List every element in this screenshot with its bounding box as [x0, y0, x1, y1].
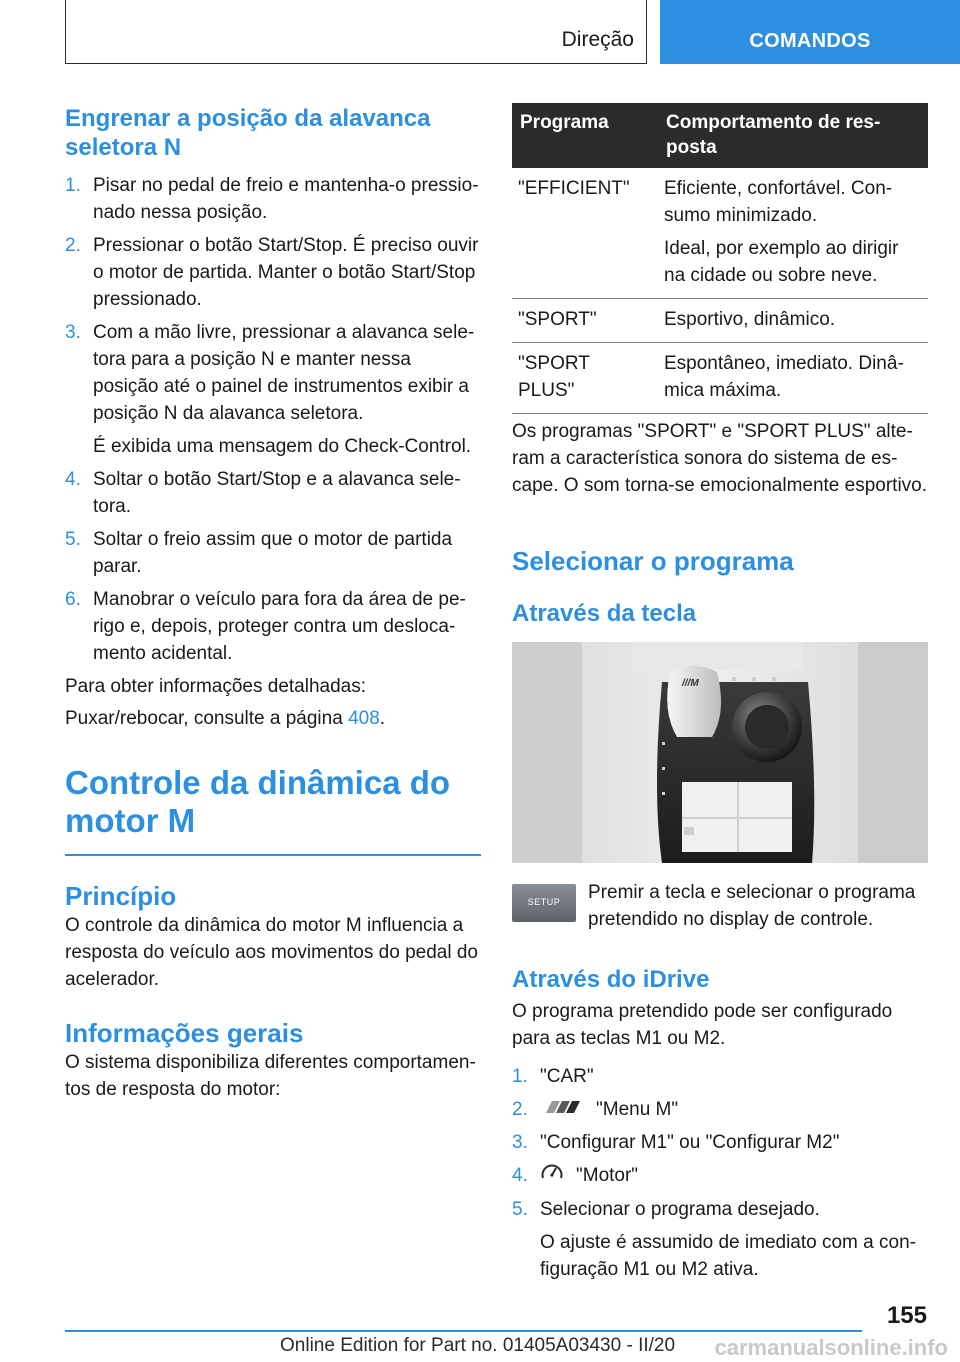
step-number: 1.: [512, 1066, 528, 1087]
towing-text: Puxar/rebocar, consulte a página: [65, 708, 349, 729]
section-title: Direção: [561, 28, 634, 51]
idrive-text: O programa pretendido pode ser configurado para as teclas M1 ou M2.: [512, 1001, 893, 1049]
table-row: [512, 168, 928, 299]
page-number: 155: [886, 1302, 927, 1329]
setup-text: Premir a tecla e selecionar o programa pretendido no display de controle.: [588, 882, 916, 930]
center-console-photo: [512, 642, 928, 863]
engage-n-heading: Engrenar a posição da alavanca seletora N: [65, 105, 431, 161]
left-column: [65, 104, 481, 1103]
program-cell: "SPORT": [512, 299, 658, 343]
behavior-text: Ideal, por exemplo ao dirigir na cidade ou sobre neve.: [664, 238, 899, 286]
select-program-heading: Selecionar o programa: [512, 546, 794, 576]
footer-rule: [65, 1330, 862, 1332]
towing-reference: [65, 705, 481, 732]
step-text: Selecionar o programa desejado.: [540, 1199, 820, 1221]
heading-rule: [65, 854, 481, 856]
sound-text: Os programas "SPORT" e "SPORT PLUS" alteram a característica sonora do sistema de escape. O som torna-se emocionalmente esportivo.: [512, 421, 928, 496]
towing-end: .: [379, 708, 386, 729]
edition-text: Online Edition for Part no. 01405A03430 - II/20: [280, 1335, 676, 1356]
program-cell: "SPORT PLUS": [512, 343, 658, 414]
list-item: [65, 172, 481, 226]
list-item: [65, 232, 481, 313]
general-text: O sistema disponibiliza diferentes comportamentos de resposta do motor:: [65, 1051, 476, 1100]
step-text: "CAR": [540, 1066, 594, 1087]
step-note: O ajuste é assumido de imediato com a configuração M1 ou M2 ativa.: [540, 1232, 916, 1281]
behavior-text: Esportivo, dinâmico.: [664, 309, 836, 330]
setup-key-label: SETUP: [527, 897, 561, 907]
via-key-heading: Através da tecla: [512, 600, 697, 627]
via-idrive-heading: Através do iDrive: [512, 966, 710, 993]
idrive-steps: [512, 1063, 928, 1289]
step-number: 3.: [512, 1132, 528, 1154]
list-item: [512, 1196, 928, 1283]
behavior-cell: [658, 168, 928, 299]
behavior-cell: [658, 299, 928, 343]
step-number: 6.: [65, 589, 81, 610]
principle-text: O controle da dinâmica do motor M influencia a resposta do veículo aos movimentos do pedal do acelerador.: [65, 914, 478, 990]
list-item: [65, 586, 481, 667]
column-header: Programa: [512, 103, 658, 168]
column-header: Comportamento de resposta: [658, 103, 928, 168]
step-text: Pisar no pedal de freio e mantenha-o pressionado nessa posição.: [93, 175, 479, 223]
step-text: Pressionar o botão Start/Stop. É preciso ouvir o motor de partida. Manter o botão Start/Stop pressionado.: [93, 235, 479, 310]
table-row: [512, 343, 928, 414]
chapter-tab[interactable]: [660, 0, 960, 64]
step-number: 5.: [512, 1199, 528, 1221]
step-number: 5.: [65, 529, 81, 550]
svg-text:///M: ///M: [682, 678, 699, 689]
list-item: [65, 526, 481, 580]
page-link[interactable]: 408: [348, 708, 380, 729]
program-cell: "EFFICIENT": [512, 168, 658, 299]
chapter-label: COMANDOS: [749, 30, 871, 52]
step-number: 3.: [65, 322, 81, 343]
step-number: 2.: [65, 235, 81, 256]
step-note: É exibida uma mensagem do Check-Control.: [93, 436, 472, 457]
behavior-cell: [658, 343, 928, 414]
list-item: [512, 1129, 928, 1156]
behavior-text: Eficiente, confortável. Consumo minimizado.: [664, 178, 893, 226]
behavior-text: Espontâneo, imediato. Dinâmica máxima.: [664, 353, 904, 401]
m-stripes-icon: [540, 1096, 584, 1123]
step-text: "Configurar M1" ou "Configurar M2": [540, 1132, 840, 1154]
step-number: 2.: [512, 1099, 528, 1120]
setup-key-icon: [512, 884, 576, 922]
watermark: carmanualsonline.info: [714, 1335, 948, 1360]
step-text: Soltar o freio assim que o motor de partida parar.: [93, 529, 453, 577]
program-table: [512, 103, 928, 414]
principle-heading: Princípio: [65, 880, 177, 911]
list-item: [65, 319, 481, 460]
engage-n-steps: [65, 172, 481, 667]
step-text: Manobrar o veículo para fora da área de perigo e, depois, proteger contra um deslocamento acidental.: [93, 589, 466, 664]
step-text: Soltar o botão Start/Stop e a alavanca seletora.: [93, 469, 461, 517]
step-text: Com a mão livre, pressionar a alavanca seletora para a posição N e manter nessa posição até o painel de instrumentos exibir a posição N da alavanca seletora.: [93, 322, 475, 424]
step-text: "Menu M": [596, 1099, 679, 1120]
main-heading: Controle da dinâmica do motor M: [65, 764, 451, 839]
details-label: Para obter informações detalhadas:: [65, 676, 367, 697]
table-header-row: [512, 103, 928, 168]
list-item: [512, 1162, 928, 1190]
step-number: 1.: [65, 175, 81, 196]
step-text: "Motor": [576, 1165, 639, 1187]
header-left-frame: [65, 0, 647, 64]
table-row: [512, 299, 928, 343]
list-item: [512, 1096, 928, 1123]
general-heading: Informações gerais: [65, 1017, 304, 1048]
list-item: [65, 466, 481, 520]
list-item: [512, 1063, 928, 1090]
step-number: 4.: [65, 469, 81, 490]
step-number: 4.: [512, 1165, 528, 1187]
gauge-icon: [540, 1162, 564, 1190]
